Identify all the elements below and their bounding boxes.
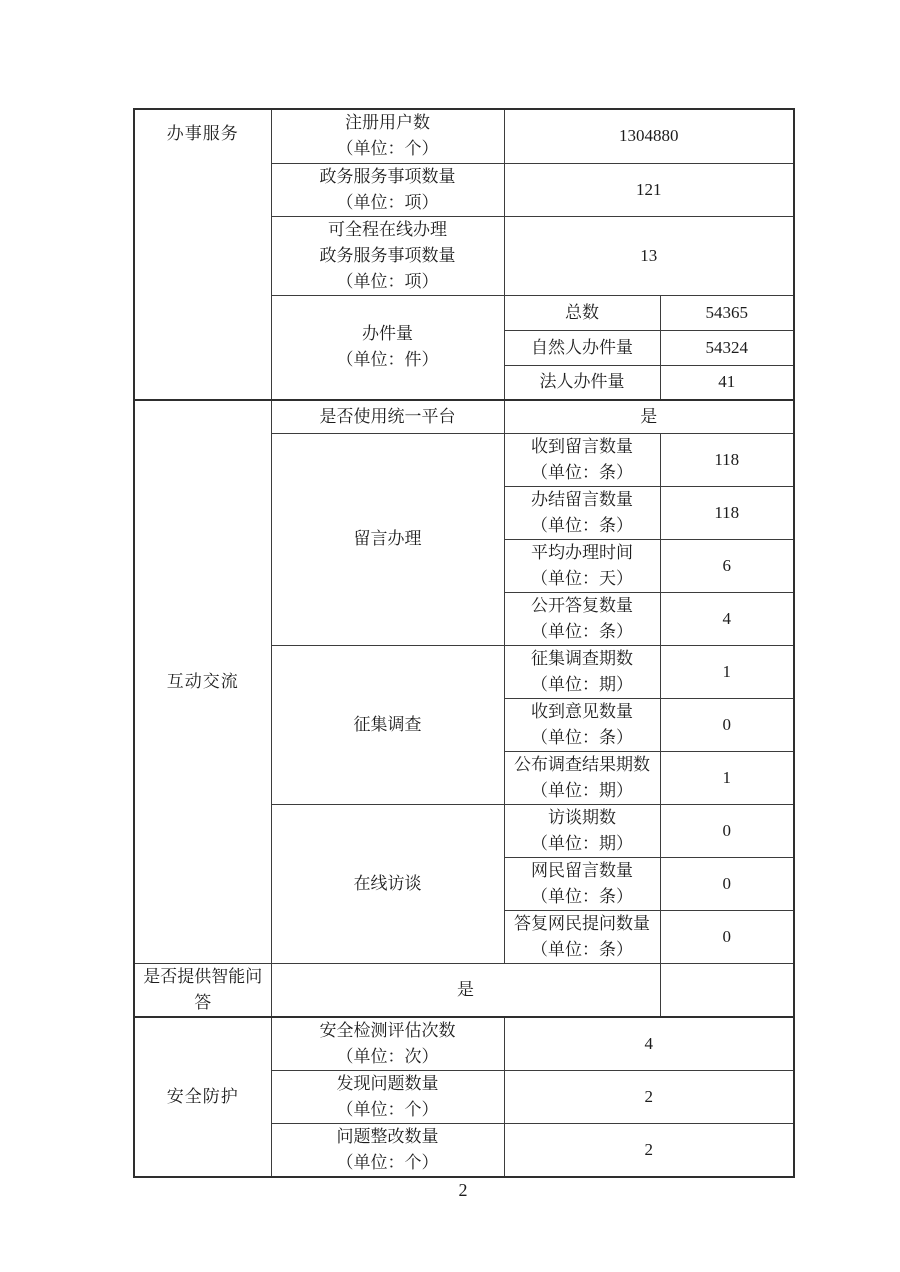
metric-label: 政务服务事项数量 <box>319 166 456 186</box>
metric-value: 是 <box>271 963 660 1017</box>
submetric-label: 答复网民提问数量 <box>514 913 650 933</box>
metric-label-cell <box>271 295 504 400</box>
metric-value: 0 <box>660 857 794 910</box>
submetric-unit: （单位：条） <box>531 621 633 641</box>
submetric-label-cell <box>504 645 660 698</box>
group-cell-interaction: 互动交流 <box>134 400 271 963</box>
metric-value: 1304880 <box>504 109 794 163</box>
metric-label-cell <box>271 1017 504 1071</box>
metric-label-cell <box>271 1070 504 1123</box>
submetric-label-cell <box>504 698 660 751</box>
metric-value: 118 <box>660 486 794 539</box>
submetric-label: 平均办理时间 <box>531 542 633 562</box>
submetric-label: 网民留言数量 <box>531 860 633 880</box>
submetric-unit: （单位：条） <box>531 886 633 906</box>
submetric-label-cell <box>504 486 660 539</box>
metric-label: 政务服务事项数量 <box>319 245 456 265</box>
submetric-label-cell <box>504 804 660 857</box>
metric-unit: （单位：个） <box>336 139 439 159</box>
submetric-label: 征集调查期数 <box>531 648 633 668</box>
metric-value: 4 <box>660 592 794 645</box>
metric-label: 安全检测评估次数 <box>319 1020 456 1040</box>
metric-unit: （单位：次） <box>336 1046 439 1066</box>
submetric-label: 总数 <box>504 295 660 330</box>
metric-value: 0 <box>660 910 794 963</box>
submetric-unit: （单位：期） <box>531 780 633 800</box>
submetric-label: 公布调查结果期数 <box>514 754 650 774</box>
submetric-label: 收到留言数量 <box>531 436 633 456</box>
metric-label: 办件量 <box>362 324 413 344</box>
submetric-label: 收到意见数量 <box>531 701 633 721</box>
metric-unit: （单位：个） <box>336 1152 439 1172</box>
submetric-label-cell <box>504 433 660 486</box>
submetric-unit: （单位：条） <box>531 939 633 959</box>
metric-value: 4 <box>504 1017 794 1071</box>
submetric-unit: （单位：条） <box>531 515 633 535</box>
metric-value: 118 <box>660 433 794 486</box>
metric-unit: （单位：个） <box>336 1099 439 1119</box>
page-number: 2 <box>458 1180 468 1200</box>
metric-label: 可全程在线办理 <box>328 219 447 239</box>
submetric-unit: （单位：期） <box>531 833 633 853</box>
submetric-label: 访谈期数 <box>548 807 616 827</box>
metric-value: 54365 <box>660 295 794 330</box>
submetric-label: 办结留言数量 <box>531 489 633 509</box>
metric-value: 1 <box>660 751 794 804</box>
metric-value: 2 <box>504 1123 794 1177</box>
metric-value: 121 <box>504 163 794 216</box>
metric-value: 0 <box>660 698 794 751</box>
metric-label-cell: 是否提供智能问答 <box>134 963 271 1017</box>
submetric-label-cell <box>504 592 660 645</box>
submetric-unit: （单位：条） <box>531 462 633 482</box>
submetric-label: 公开答复数量 <box>531 595 633 615</box>
group-cell-service: 办事服务 <box>134 109 271 400</box>
submetric-unit: （单位：天） <box>531 568 633 588</box>
metric-value: 41 <box>660 365 794 400</box>
group-cell-security: 安全防护 <box>134 1017 271 1177</box>
submetric-label-cell <box>504 910 660 963</box>
metric-label: 注册用户数 <box>345 113 430 133</box>
metric-unit: （单位：项） <box>336 192 439 212</box>
report-table <box>133 108 795 1178</box>
submetric-label: 自然人办件量 <box>504 330 660 365</box>
metric-label-cell: 在线访谈 <box>271 804 504 963</box>
submetric-label-cell <box>504 751 660 804</box>
submetric-label-cell <box>504 857 660 910</box>
metric-value: 54324 <box>660 330 794 365</box>
metric-label-cell <box>271 216 504 295</box>
metric-label: 发现问题数量 <box>336 1073 439 1093</box>
submetric-label: 法人办件量 <box>504 365 660 400</box>
metric-label-cell: 征集调查 <box>271 645 504 804</box>
metric-label-cell: 留言办理 <box>271 433 504 645</box>
metric-label-cell <box>271 109 504 163</box>
metric-unit: （单位：件） <box>336 350 439 370</box>
metric-label-cell <box>271 163 504 216</box>
submetric-unit: （单位：条） <box>531 727 633 747</box>
metric-label-cell <box>271 1123 504 1177</box>
metric-value: 1 <box>660 645 794 698</box>
submetric-unit: （单位：期） <box>531 674 633 694</box>
metric-value: 13 <box>504 216 794 295</box>
metric-label: 问题整改数量 <box>336 1126 439 1146</box>
submetric-label-cell <box>504 539 660 592</box>
metric-label-cell: 是否使用统一平台 <box>271 400 504 433</box>
metric-value: 6 <box>660 539 794 592</box>
metric-value: 2 <box>504 1070 794 1123</box>
metric-unit: （单位：项） <box>336 271 439 291</box>
metric-value: 0 <box>660 804 794 857</box>
metric-value: 是 <box>504 400 794 433</box>
